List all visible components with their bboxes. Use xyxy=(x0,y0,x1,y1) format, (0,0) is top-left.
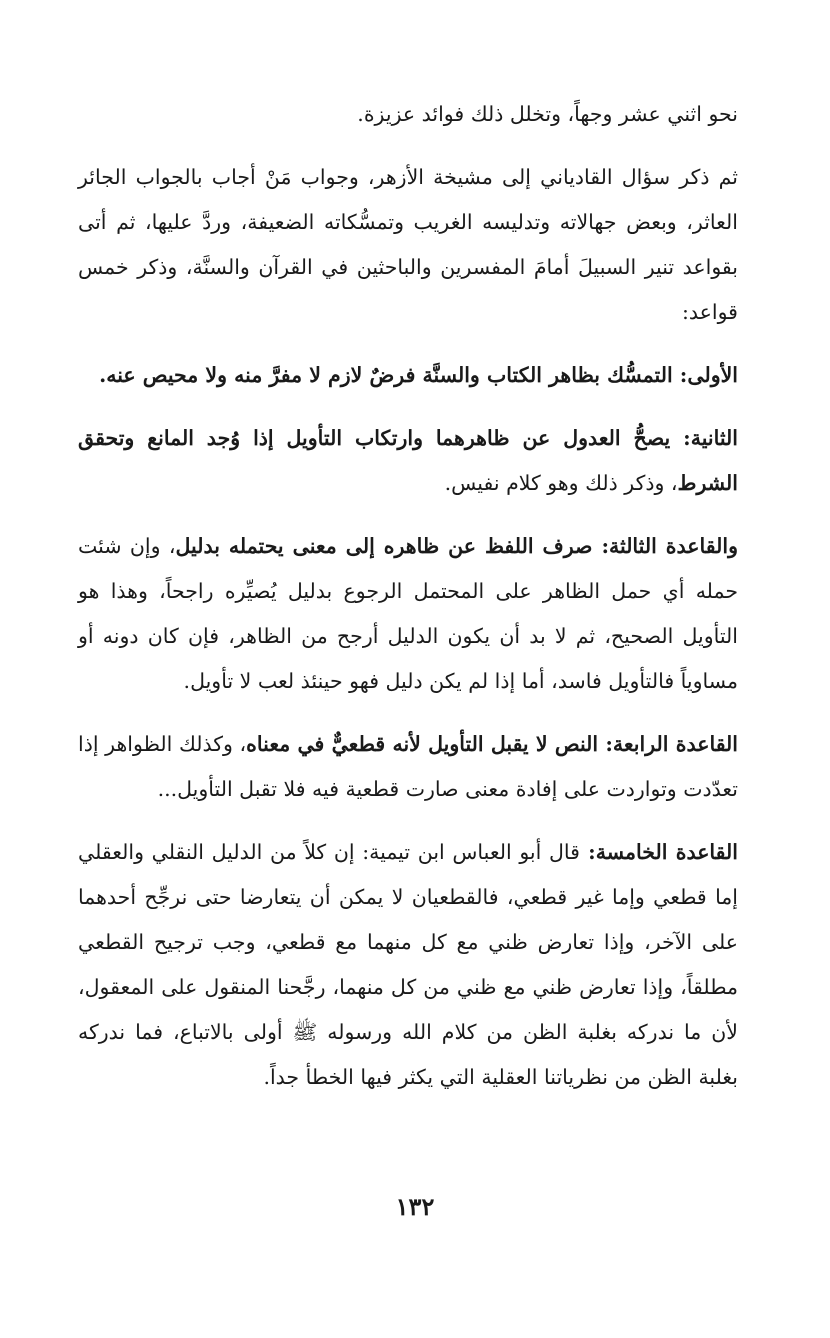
paragraph-text: نحو اثني عشر وجهاً، وتخلل ذلك فوائد عزيزة. xyxy=(357,102,738,126)
rule-lead: القاعدة الخامسة: xyxy=(579,840,738,864)
rule-fourth xyxy=(78,722,738,812)
rule-bold-text: صرف اللفظ عن ظاهره إلى معنى يحتمله بدليل xyxy=(175,534,593,558)
rule-text: التمسُّك بظاهر الكتاب والسنَّة فرضٌ لازم لا مفرَّ منه ولا محيص عنه. xyxy=(99,363,673,387)
rule-lead: الأولى: xyxy=(672,363,738,387)
rule-text: قال أبو العباس ابن تيمية: إن كلاً من الدليل النقلي والعقلي إما قطعي وإما غير قطعي، فالقطعيان لا يمكن أن يتعارضا حتى نرجِّح أحدهما على الآخر، وإذا تعارض ظني مع كل منهما مع قطعي، وجب ترجيح القطعي مطلقاً، وإذا تعارض ظني مع ظني من كل منهما، رجَّحنا المنقول على المعقول، لأن ما ندركه بغلبة الظن من كلام الله ورسوله ﷺ أولى بالاتباع، فما ندركه بغلبة الظن من نظرياتنا العقلية التي يكثر فيها الخطأ جداً. xyxy=(78,840,738,1089)
rule-first xyxy=(78,353,738,398)
rule-text: ، وذكر ذلك وهو كلام نفيس. xyxy=(444,471,678,495)
rule-bold-text: النص لا يقبل التأويل لأنه قطعيٌّ في معناه xyxy=(246,732,599,756)
paragraph-intro xyxy=(78,92,738,137)
rule-second xyxy=(78,416,738,506)
rule-bold-text: يصحُّ العدول عن ظاهرهما وارتكاب التأويل إذا وُجد المانع وتحقق الشرط xyxy=(78,426,738,495)
rule-lead: الثانية: xyxy=(670,426,738,450)
rule-text: ، وكذلك الظواهر إذا تعدّدت وتواردت على إفادة معنى صارت قطعية فيه فلا تقبل التأويل... xyxy=(78,732,738,801)
paragraph-text: ثم ذكر سؤال القادياني إلى مشيخة الأزهر، وجواب مَنْ أجاب بالجواب الجائر العاثر، وبعض جهالاته وتدليسه الغريب وتمسُّكاته الضعيفة، وردَّ عليها، ثم أتى بقواعد تنير السبيلَ أمامَ المفسرين والباحثين في القرآن والسنَّة، وذكر خمس قواعد: xyxy=(78,165,738,324)
paragraph-qadiani-question xyxy=(78,155,738,335)
rule-lead: القاعدة الرابعة: xyxy=(598,732,738,756)
rule-third xyxy=(78,524,738,704)
page-number: ١٣٢ xyxy=(395,1192,435,1221)
page-body xyxy=(78,92,738,1100)
rule-text: ، وإن شئت حمله أي حمل الظاهر على المحتمل الرجوع بدليل يُصيِّره راجحاً، وهذا هو التأويل الصحيح، ثم لا بد أن يكون الدليل أرجح من الظاهر، فإن كان دونه أو مساوياً فالتأويل فاسد، أما إذا لم يكن دليل فهو حينئذ لعب لا تأويل. xyxy=(78,534,738,693)
rule-lead: والقاعدة الثالثة: xyxy=(592,534,738,558)
rule-fifth xyxy=(78,830,738,1100)
